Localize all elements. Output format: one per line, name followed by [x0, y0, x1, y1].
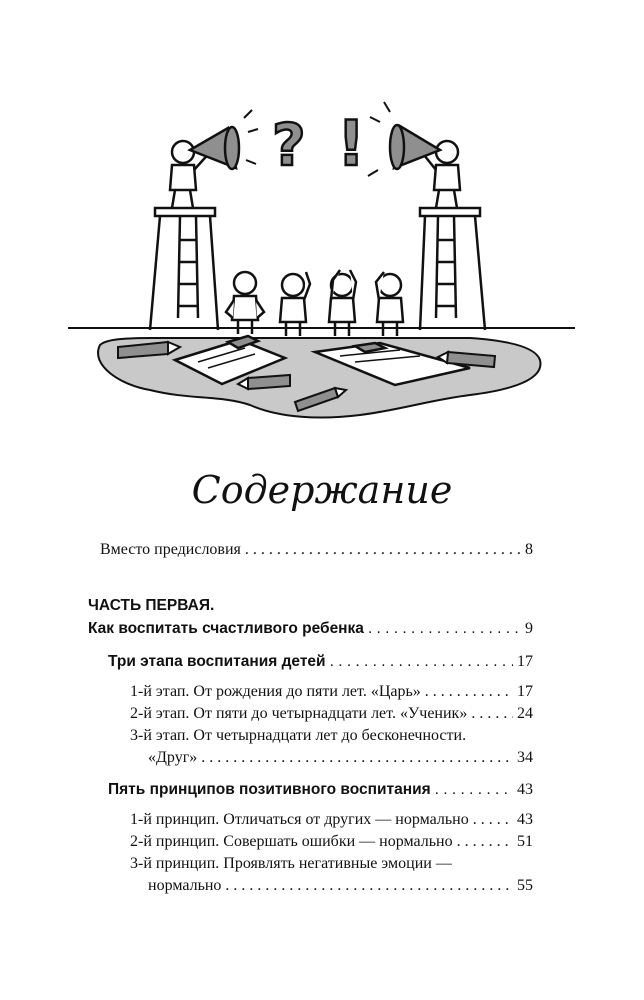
- exclamation-mark-icon: [337, 107, 365, 180]
- toc-page-number: 55: [517, 877, 533, 894]
- toc-entry-section-1: [108, 653, 533, 671]
- toc-entry-text: 1-й этап. От рождения до пяти лет. «Царь»: [130, 683, 421, 700]
- leader-dots: [368, 620, 521, 638]
- toc-entry-part-title: [88, 620, 533, 638]
- toc-entry-preface: [100, 541, 533, 559]
- toc-page-number: 43: [517, 811, 533, 828]
- toc-page-number: 24: [517, 705, 533, 722]
- toc-entry-text: Вместо предисловия: [100, 541, 241, 558]
- toc-entry-text: Три этапа воспитания детей: [108, 653, 326, 670]
- leader-dots: [457, 833, 513, 851]
- leader-dots: [201, 749, 513, 767]
- leader-dots: [435, 781, 513, 799]
- toc-page-number: 51: [517, 833, 533, 850]
- toc-entry-text: «Друг»: [148, 749, 198, 766]
- toc-page-number: 34: [517, 749, 533, 766]
- leader-dots: [225, 877, 513, 895]
- megaphone-icon: [390, 125, 440, 169]
- toc-entry-stage-2: [130, 705, 533, 723]
- toc-page-number: 9: [525, 620, 533, 637]
- toc-entry-stage-3-cont: [148, 749, 533, 767]
- leader-dots: [330, 653, 513, 671]
- stick-figure-icon: [226, 272, 264, 334]
- cover-illustration: [0, 0, 644, 440]
- megaphone-icon: [190, 127, 239, 169]
- leader-dots: [245, 541, 521, 559]
- toc-entry-text: нормально: [148, 877, 222, 894]
- leader-dots: [425, 683, 513, 701]
- leader-dots: [473, 811, 513, 829]
- toc-entry-principle-2: [130, 833, 533, 851]
- svg-text:?: ?: [272, 111, 306, 179]
- toc-entry-text: 2-й этап. От пяти до четырнадцати лет. «Ученик»: [130, 705, 468, 722]
- stick-figure-icon: [329, 270, 356, 336]
- toc-entry-text: Как воспитать счастливого ребенка: [88, 620, 364, 637]
- toc-page-number: 17: [517, 653, 533, 670]
- toc-entry-stage-1: [130, 683, 533, 701]
- shout-lines: [244, 102, 390, 176]
- toc-entry-principle-3: 3-й принцип. Проявлять негативные эмоции —: [130, 855, 452, 872]
- svg-text:!: !: [337, 107, 366, 180]
- toc-entry-stage-3: 3-й этап. От четырнадцати лет до бесконечности.: [130, 727, 467, 744]
- toc-page-number: 43: [517, 781, 533, 798]
- toc-entry-section-2: [108, 781, 533, 799]
- question-mark-icon: [272, 111, 306, 179]
- toc-entry-principle-3-cont: [148, 877, 533, 895]
- leader-dots: [471, 705, 513, 723]
- toc-page-number: 17: [517, 683, 533, 700]
- stick-figure-icon: [376, 272, 403, 336]
- ladder-icon: [150, 208, 218, 330]
- stick-figure-icon: [280, 272, 310, 336]
- toc-entry-text: 2-й принцип. Совершать ошибки — нормально: [130, 833, 453, 850]
- part-heading: ЧАСТЬ ПЕРВАЯ.: [88, 597, 215, 614]
- toc-entry-text: Пять принципов позитивного воспитания: [108, 781, 431, 798]
- page-title: Содержание: [191, 468, 453, 512]
- toc-entry-principle-1: [130, 811, 533, 829]
- ladder-icon: [420, 208, 485, 330]
- toc-page-number: 8: [525, 541, 533, 558]
- toc-entry-text: 1-й принцип. Отличаться от других — нормально: [130, 811, 469, 828]
